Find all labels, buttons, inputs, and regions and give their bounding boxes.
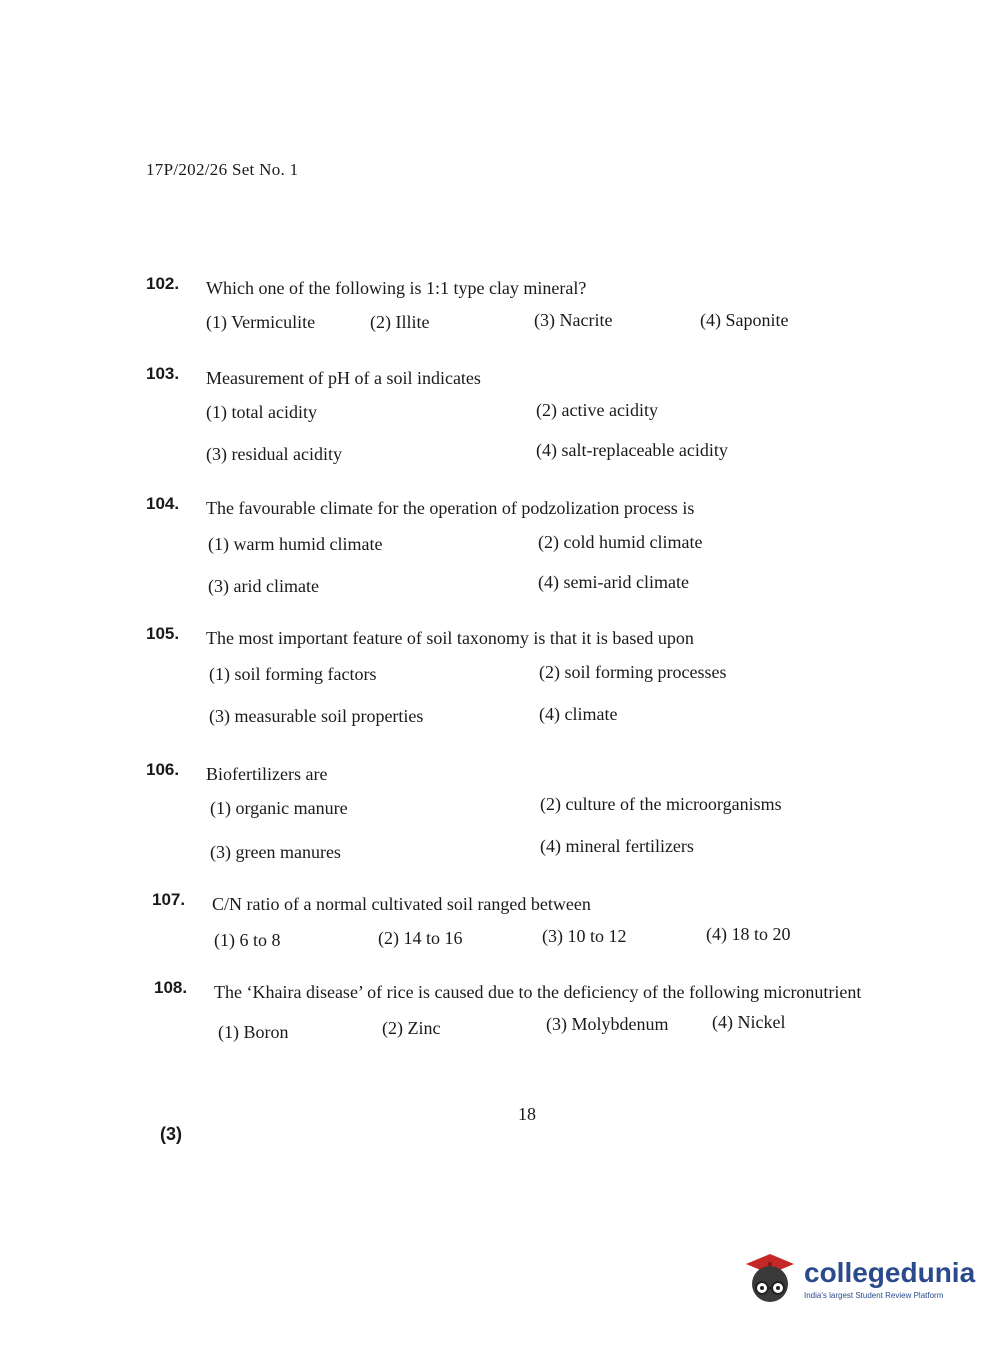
question-number: 103. <box>146 364 180 383</box>
option-1: (1) organic manure <box>210 798 348 818</box>
option-4: (4) semi-arid climate <box>538 572 689 592</box>
option-1: (1) total acidity <box>206 402 317 422</box>
logo-brand: collegedunia <box>804 1256 976 1288</box>
option-2: (2) Illite <box>370 312 430 332</box>
option-3: (3) residual acidity <box>206 444 342 464</box>
option-4: (4) 18 to 20 <box>706 924 791 944</box>
option-2: (2) cold humid climate <box>538 532 703 552</box>
question-108 <box>154 978 904 1046</box>
option-3: (3) 10 to 12 <box>542 926 627 946</box>
question-text: Measurement of pH of a soil indicates <box>206 368 481 388</box>
paper-code-header: 17P/202/26 Set No. 1 <box>146 160 299 179</box>
option-3: (3) measurable soil properties <box>209 706 424 726</box>
option-4: (4) climate <box>539 704 618 724</box>
mascot-icon <box>740 1248 800 1308</box>
question-text: Biofertilizers are <box>206 764 328 784</box>
question-number: 106. <box>146 760 180 779</box>
option-1: (1) Vermiculite <box>206 312 316 332</box>
option-4: (4) mineral fertilizers <box>540 836 694 856</box>
option-4: (4) Saponite <box>700 310 789 330</box>
question-number: 102. <box>146 274 180 293</box>
question-number: 104. <box>146 494 180 513</box>
option-4: (4) salt-replaceable acidity <box>536 440 728 460</box>
option-3: (3) arid climate <box>208 576 319 596</box>
option-2: (2) active acidity <box>536 400 658 420</box>
question-number: 105. <box>146 624 180 643</box>
question-text: The favourable climate for the operation of podzolization process is <box>206 498 695 518</box>
logo-tagline: India's largest Student Review Platform <box>804 1290 944 1300</box>
option-1: (1) Boron <box>218 1022 289 1042</box>
page-number: 18 <box>518 1104 536 1124</box>
question-105 <box>146 624 906 732</box>
option-1: (1) soil forming factors <box>209 664 377 684</box>
page-corner-mark: (3) <box>160 1124 182 1144</box>
question-106 <box>146 760 906 868</box>
question-103 <box>146 364 906 472</box>
question-text: Which one of the following is 1:1 type clay mineral? <box>206 278 587 298</box>
question-number: 108. <box>154 978 188 997</box>
question-102 <box>146 274 906 342</box>
option-2: (2) culture of the microorganisms <box>540 794 782 814</box>
option-1: (1) warm humid climate <box>208 534 383 554</box>
option-1: (1) 6 to 8 <box>214 930 281 950</box>
option-2: (2) soil forming processes <box>539 662 727 682</box>
question-text: The ‘Khaira disease’ of rice is caused due to the deficiency of the following micronutrient <box>214 982 862 1002</box>
option-2: (2) 14 to 16 <box>378 928 463 948</box>
question-number: 107. <box>152 890 186 909</box>
question-text: C/N ratio of a normal cultivated soil ranged between <box>212 894 591 914</box>
question-104 <box>146 494 906 602</box>
option-4: (4) Nickel <box>712 1012 786 1032</box>
option-3: (3) Molybdenum <box>546 1014 669 1034</box>
option-3: (3) green manures <box>210 842 341 862</box>
option-2: (2) Zinc <box>382 1018 441 1038</box>
option-3: (3) Nacrite <box>534 310 613 330</box>
question-107 <box>152 890 912 958</box>
question-text: The most important feature of soil taxonomy is that it is based upon <box>206 628 694 648</box>
collegedunia-logo[interactable] <box>740 1248 975 1308</box>
